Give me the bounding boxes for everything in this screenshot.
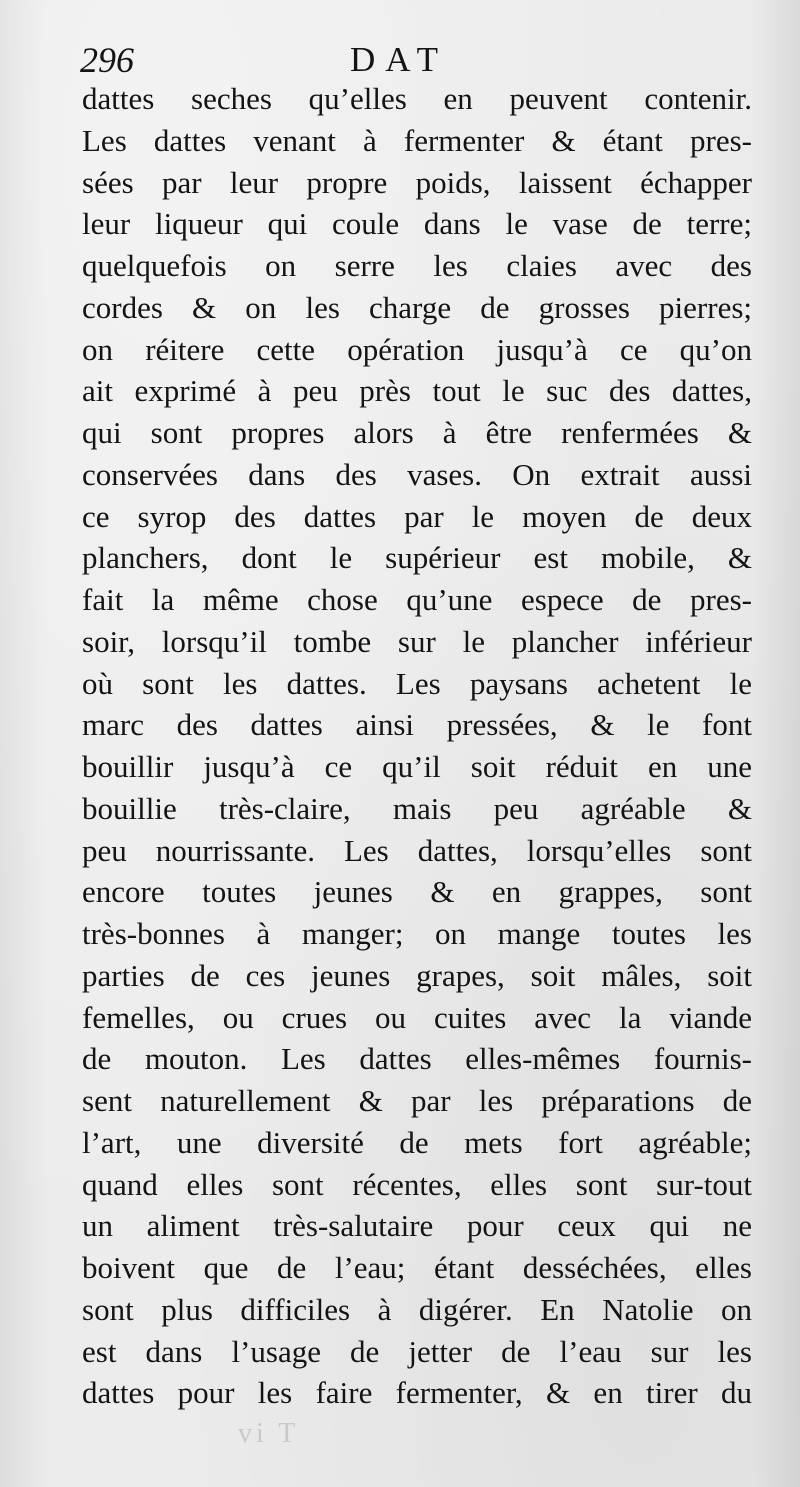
text-line: boivent que de l’eau; étant desséchées, elles <box>82 1250 752 1285</box>
text-line: très-bonnes à manger; on mange toutes les <box>82 916 752 951</box>
text-line: cordes & on les charge de grosses pierres; <box>82 289 752 325</box>
text-line: quelquefois on serre les claies avec des <box>82 248 752 283</box>
text-line: dattes pour les faire fermenter, & en tirer du <box>82 1375 752 1411</box>
text-line: qui sont propres alors à être renfermées & <box>82 415 752 450</box>
bleed-through-mark: vi T <box>238 1418 300 1449</box>
text-line: est dans l’usage de jetter de l’eau sur les <box>82 1333 752 1369</box>
text-line: l’art, une diversité de mets fort agréable; <box>82 1124 752 1160</box>
text-line: Les dattes venant à fermenter & étant pres- <box>82 122 752 158</box>
text-line: sent naturellement & par les préparations de <box>82 1083 752 1118</box>
body-text <box>82 78 752 1414</box>
text-line: un aliment très-salutaire pour ceux qui ne <box>82 1208 752 1244</box>
text-line: planchers, dont le supérieur est mobile, & <box>82 540 752 576</box>
text-line: quand elles sont récentes, elles sont sur-tout <box>82 1166 752 1202</box>
text-line: conservées dans des vases. On extrait aussi <box>82 456 752 492</box>
text-line: marc des dattes ainsi pressées, & le font <box>82 707 752 743</box>
text-line: sont plus difficiles à digérer. En Natolie on <box>82 1291 752 1327</box>
text-line: fait la même chose qu’une espece de pres- <box>82 582 752 617</box>
text-line: peu nourrissante. Les dattes, lorsqu’elles sont <box>82 832 752 868</box>
text-line: ce syrop des dattes par le moyen de deux <box>82 498 752 534</box>
text-line: de mouton. Les dattes elles-mêmes fournis- <box>82 1041 752 1077</box>
running-head: DAT <box>350 40 449 79</box>
text-line: leur liqueur qui coule dans le vase de terre; <box>82 206 752 242</box>
text-line: on réitere cette opération jusqu’à ce qu’on <box>82 331 752 367</box>
text-line: parties de ces jeunes grapes, soit mâles, soit <box>82 957 752 993</box>
text-line: ait exprimé à peu près tout le suc des dattes, <box>82 373 752 409</box>
text-line: bouillir jusqu’à ce qu’il soit réduit en une <box>82 749 752 784</box>
text-line: femelles, ou crues ou cuites avec la viande <box>82 999 752 1035</box>
text-line: où sont les dattes. Les paysans achetent le <box>82 665 752 701</box>
text-line: dattes seches qu’elles en peuvent contenir. <box>82 81 752 116</box>
text-line: soir, lorsqu’il tombe sur le plancher inférieur <box>82 623 752 659</box>
text-line: bouillie très-claire, mais peu agréable & <box>82 790 752 826</box>
text-line: sées par leur propre poids, laissent échapper <box>82 164 752 200</box>
page-number: 296 <box>80 40 134 80</box>
text-line: encore toutes jeunes & en grappes, sont <box>82 874 752 910</box>
page-header <box>80 36 760 84</box>
